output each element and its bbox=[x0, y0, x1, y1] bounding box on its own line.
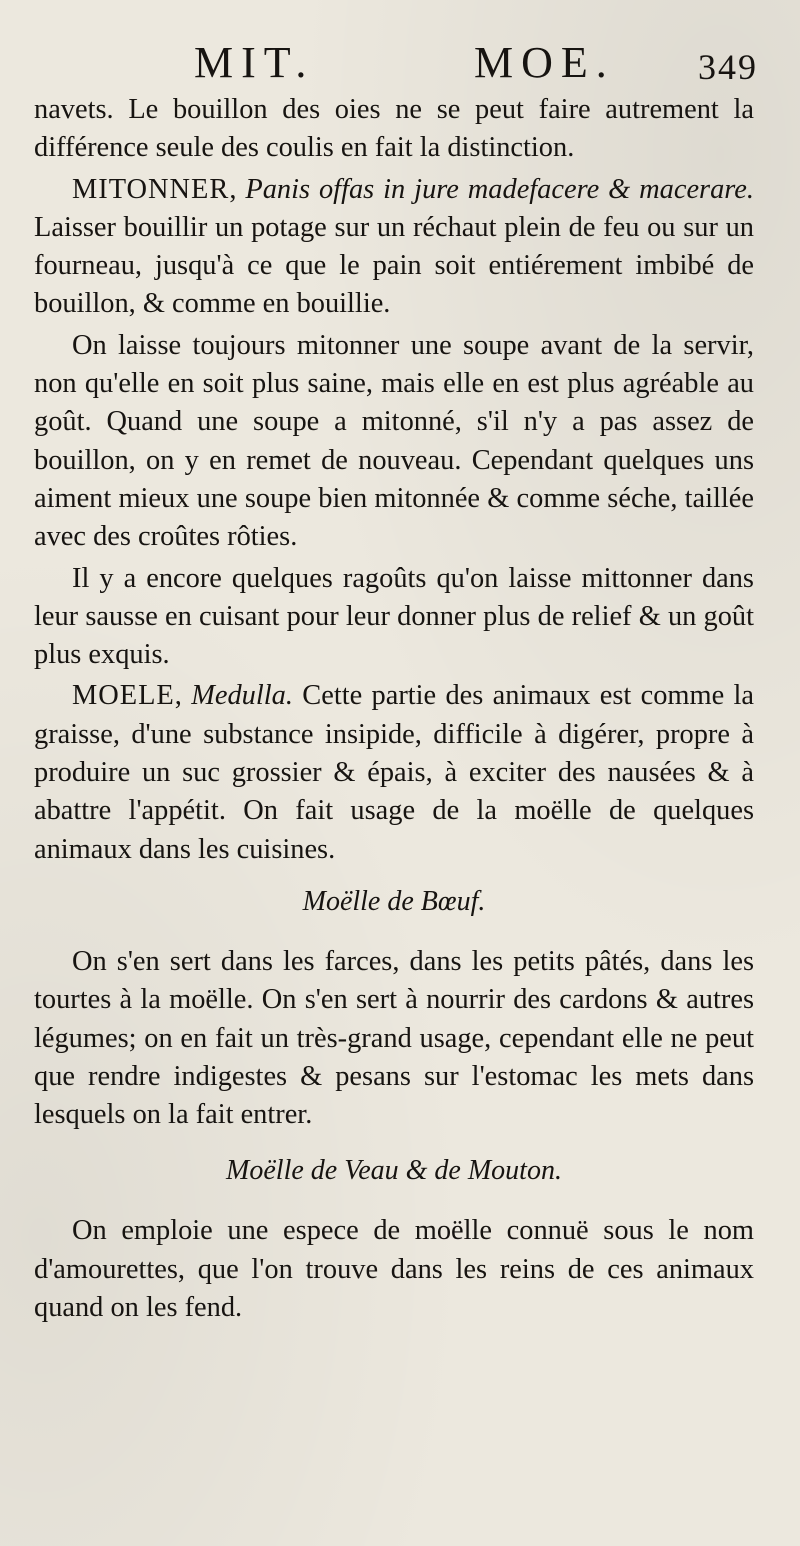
paragraph-mitonner: MITONNER, Panis offas in jure madefacere & macerare. Laisser bouillir un potage sur un réchaut plein de feu ou sur un fourneau, jusqu'à ce que le pain soit entiérement imbibé de bouillon, & comme en bouillie. bbox=[34, 173, 754, 320]
paragraph-1: navets. Le bouillon des oies ne se peut faire autrement la différence seule des coulis en fait la distinction. bbox=[34, 94, 754, 164]
running-head-right: MOE. bbox=[474, 38, 615, 87]
paragraph-4: Il y a encore quelques ragoûts qu'on laisse mittonner dans leur sausse en cuisant pour leur donner plus de relief & un goût plus exquis. bbox=[34, 562, 754, 671]
paragraph-moele: MOELE, Medulla. Cette partie des animaux est comme la graisse, d'une substance insipide, difficile à digérer, propre à produire un suc grossier & épais, à exciter des nausées & à abattre l'appétit. On fait usage de la moëlle de quelques animaux dans les cuisines. bbox=[34, 680, 754, 865]
section-text-veau: On emploie une espece de moëlle connuë sous le nom d'amourettes, que l'on trouve dans les reins de ces animaux quand on les fend. bbox=[34, 1215, 754, 1324]
entry-head-moele: MOELE bbox=[72, 680, 175, 712]
page-number: 349 bbox=[698, 47, 758, 87]
entry-head-mitonner: MITONNER bbox=[72, 173, 230, 205]
definition-mitonner: Laisser bouillir un potage sur un réchaut plein de feu ou sur un fourneau, jusqu'à ce que le pain soit entiérement imbibé de bouillon, & comme en bouillie. bbox=[34, 211, 754, 320]
definition-moele: Cette partie des animaux est comme la graisse, d'une substance insipide, difficile à digérer, propre à produire un suc grossier & épais, à exciter des nausées & à abattre l'appétit. On fait usage de la moëlle de quelques animaux dans les cuisines. bbox=[34, 680, 754, 865]
latin-mitonner: Panis offas in jure madefacere & macerare. bbox=[245, 173, 754, 205]
section-title-veau: Moëlle de Veau & de Mouton. bbox=[226, 1155, 562, 1187]
section-title-boeuf: Moëlle de Bœuf. bbox=[302, 885, 486, 917]
text-block bbox=[34, 91, 754, 1327]
running-head-left: MIT. bbox=[194, 38, 315, 87]
section-text-boeuf: On s'en sert dans les farces, dans les petits pâtés, dans les tourtes à la moëlle. On s'en sert à nourrir des cardons & autres légumes; on en fait un très-grand usage, cependant elle ne peut que rendre indigestes & pesans sur l'estomac les mets dans lesquels on la fait entrer. bbox=[34, 945, 754, 1131]
latin-moele: Medulla. bbox=[191, 680, 293, 712]
paragraph-3: On laisse toujours mitonner une soupe avant de la servir, non qu'elle en soit plus saine, mais elle en est plus agréable au goût. Quand une soupe a mitonné, s'il n'y a pas assez de bouillon, on y en remet de nouveau. Cependant quelques uns aiment mieux une soupe bien mitonnée & comme séche, taillée avec des croûtes rôties. bbox=[34, 329, 754, 553]
running-head bbox=[34, 38, 758, 88]
